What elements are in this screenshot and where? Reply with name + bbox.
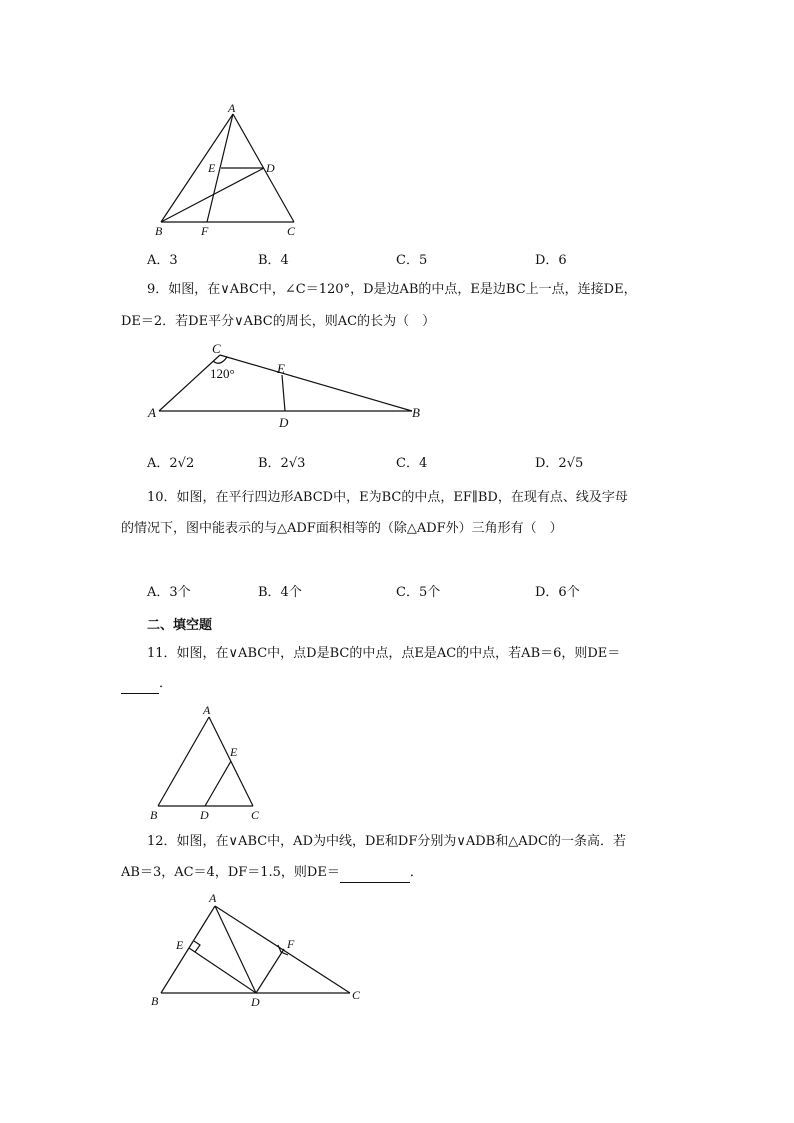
q9-option-d[interactable]: D．2√5 bbox=[535, 456, 584, 471]
label-angle: 120° bbox=[210, 366, 235, 381]
label-d: D bbox=[266, 161, 275, 175]
label-d: D bbox=[279, 415, 289, 430]
q10-option-c[interactable]: C．5个 bbox=[396, 585, 441, 600]
q10-option-a[interactable]: A．3个 bbox=[147, 585, 191, 600]
q10-text-line1: 10．如图，在平行四边形ABCD中，E为BC的中点，EF∥BD，在现有点、线及字母 bbox=[147, 490, 628, 505]
q10-text-line2: 的情况下，图中能表示的与△ADF面积相等的（除△ADF外）三角形有（ ） bbox=[121, 521, 563, 536]
altitude-df bbox=[256, 949, 284, 993]
label-c: C bbox=[287, 224, 296, 238]
q9-option-a[interactable]: A．2√2 bbox=[147, 456, 195, 471]
label-d: D bbox=[200, 808, 209, 822]
label-c: C bbox=[352, 988, 361, 1002]
label-e: E bbox=[176, 938, 184, 952]
q10-option-d[interactable]: D．6个 bbox=[535, 585, 580, 600]
q9-text-line2: DE＝2．若DE平分∨ABC的周长，则AC的长为（ ） bbox=[121, 314, 436, 329]
label-a: A bbox=[209, 891, 217, 905]
q8-option-b[interactable]: B．4 bbox=[258, 253, 289, 268]
q12-end-mark: ． bbox=[409, 865, 423, 880]
label-a: A bbox=[228, 101, 236, 115]
q9-option-b[interactable]: B．2√3 bbox=[258, 456, 306, 471]
label-c: C bbox=[251, 808, 260, 822]
label-a: A bbox=[203, 703, 211, 717]
label-b: B bbox=[155, 224, 163, 238]
q8-option-d[interactable]: D．6 bbox=[535, 253, 567, 268]
label-b: B bbox=[151, 994, 159, 1008]
q12-text-line1: 12．如图，在∨ABC中，AD为中线，DE和DF分别为∨ADB和△ADC的一条高．若 bbox=[147, 834, 626, 849]
label-e: E bbox=[230, 745, 238, 759]
q8-option-a[interactable]: A．3 bbox=[147, 253, 178, 268]
section-title-fill-in: 二、填空题 bbox=[147, 618, 213, 633]
label-b: B bbox=[150, 808, 158, 822]
label-e: E bbox=[277, 361, 285, 376]
q11-text-line1: 11．如图，在∨ABC中，点D是BC的中点，点E是AC的中点，若AB＝6，则DE＝ bbox=[147, 646, 621, 661]
label-b: B bbox=[412, 405, 420, 420]
q11-end-mark: ． bbox=[159, 676, 173, 691]
q12-text-line2-main: AB＝3，AC＝4，DF＝1.5，则DE＝ bbox=[121, 865, 340, 880]
q8-option-c[interactable]: C．5 bbox=[396, 253, 428, 268]
label-a: A bbox=[148, 405, 156, 420]
q9-text-line1: 9．如图，在∨ABC中，∠C＝120°，D是边AB的中点，E是边BC上一点，连接DE， bbox=[147, 282, 637, 297]
label-d: D bbox=[251, 995, 260, 1009]
label-e: E bbox=[208, 161, 216, 175]
label-c: C bbox=[212, 341, 221, 356]
label-f: F bbox=[287, 937, 295, 951]
label-f: F bbox=[201, 224, 209, 238]
right-angle-e bbox=[194, 941, 200, 952]
q9-option-c[interactable]: C．4 bbox=[396, 456, 428, 471]
q10-option-b[interactable]: B．4个 bbox=[258, 585, 302, 600]
edge-ab bbox=[161, 906, 215, 993]
